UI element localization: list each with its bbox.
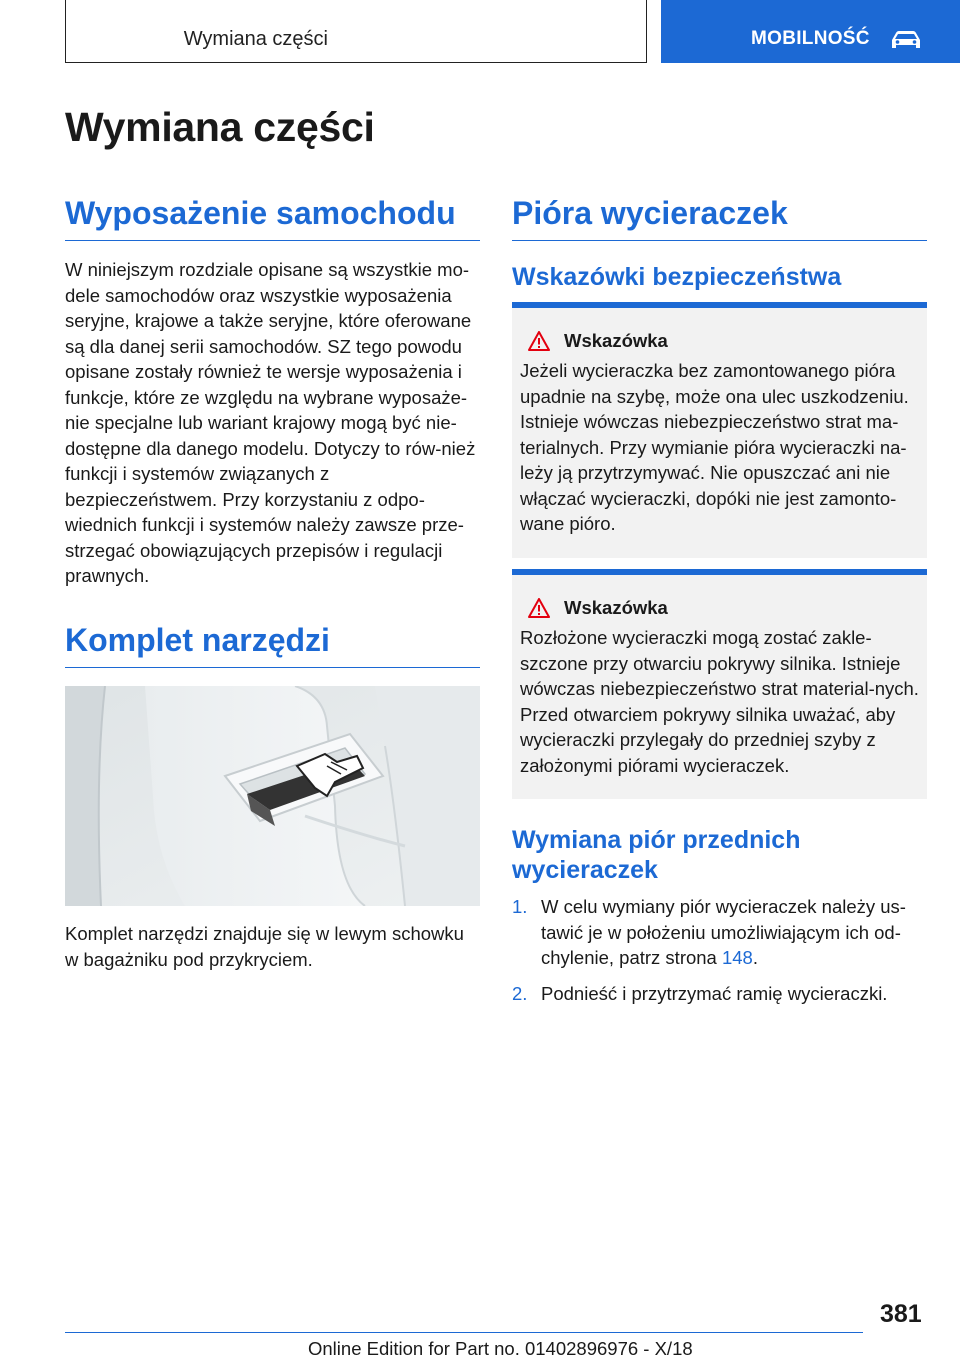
equipment-text: W niniejszym rozdziale opisane są wszystkie mo-dele samochodów oraz wszystkie wyposażenia seryjne, krajowe a także seryjne, które oferowane są dla danej serii samochodów. SZ tego powodu opisane zostały również te wersje wyposażenia i funkcje, które ze względu na wybrane wyposaże-nie specjalne lub wariant krajowy mogą być nie-dostępne dla danego modelu. Dotyczy to rów-nież funkcji i systemów związanych z bezpieczeństwem. Przy korzystaniu z odpo-wiednich funkcji i systemów należy zawsze prze-strzegać obowiązujących przepisów i regulacji prawnych.: [65, 259, 476, 586]
footer-divider: [65, 1332, 863, 1333]
footer-edition: Online Edition for Part no. 01402896976 - X/18: [308, 1338, 693, 1359]
steps-list: [512, 894, 927, 1016]
header-section-box: [65, 0, 647, 63]
safety-heading: Wskazówki bezpieczeństwa: [512, 263, 842, 291]
toolkit-heading: Komplet narzędzi: [65, 622, 480, 668]
warning-note-2-title: Wskazówka: [564, 597, 668, 618]
header-chapter-tab[interactable]: [661, 0, 960, 63]
page-number: 381: [880, 1300, 922, 1328]
step-text: Podnieść i przytrzymać ramię wycieraczki.: [541, 982, 888, 1004]
warning-icon: [528, 331, 550, 351]
warning-note-2-text: Rozłożone wycieraczki mogą zostać zakle-szczone przy otwarciu pokrywy silnika. Istnieje wówczas niebezpieczeństwo strat material-nych. Przed otwarciem pokrywy silnika uważać, aby wycieraczki przylegały do przedniej szyby z założonymi piórami wycieraczek.: [520, 627, 919, 776]
step-item: [512, 894, 927, 971]
toolkit-figure: [65, 686, 480, 906]
warning-note-1-text: Jeżeli wycieraczka bez zamontowanego pióra upadnie na szybę, może ona ulec uszkodzeniu. Istnieje wówczas niebezpieczeństwo strat ma-terialnych. Przy wymianie pióra wycieraczki na-leży ją przytrzymywać. Nie opuszczać ani nie włączać wycieraczki, dopóki nie jest zamonto-wane pióro.: [520, 360, 909, 534]
toolkit-caption: Komplet narzędzi znajduje się w lewym schowku w bagażniku pod przykryciem.: [65, 923, 464, 970]
warning-icon: [528, 598, 550, 618]
toolkit-illustration: [65, 686, 480, 906]
page-link[interactable]: 148: [721, 947, 753, 968]
step-item: [512, 981, 927, 1007]
step-suffix: .: [752, 947, 758, 968]
header-chapter-title: MOBILNOŚĆ: [751, 28, 870, 49]
warning-note-1-title: Wskazówka: [564, 330, 668, 351]
warning-note-1: [512, 302, 927, 558]
page-title: Wymiana części: [65, 104, 375, 150]
front-wipers-heading: Wymiana piór przednich wycieraczek: [512, 826, 801, 884]
wipers-heading: Pióra wycieraczek: [512, 195, 927, 241]
car-icon: [889, 28, 923, 52]
step-number: 2.: [512, 982, 528, 1004]
step-number: 1.: [512, 896, 528, 917]
header-section-title: Wymiana części: [183, 28, 328, 50]
equipment-heading: Wyposażenie samochodu: [65, 195, 480, 241]
step-text: W celu wymiany piór wycieraczek należy us-tawić je w położeniu umożliwiającym ich od-chylenie, patrz strona: [541, 896, 906, 968]
warning-note-2: [512, 569, 927, 799]
